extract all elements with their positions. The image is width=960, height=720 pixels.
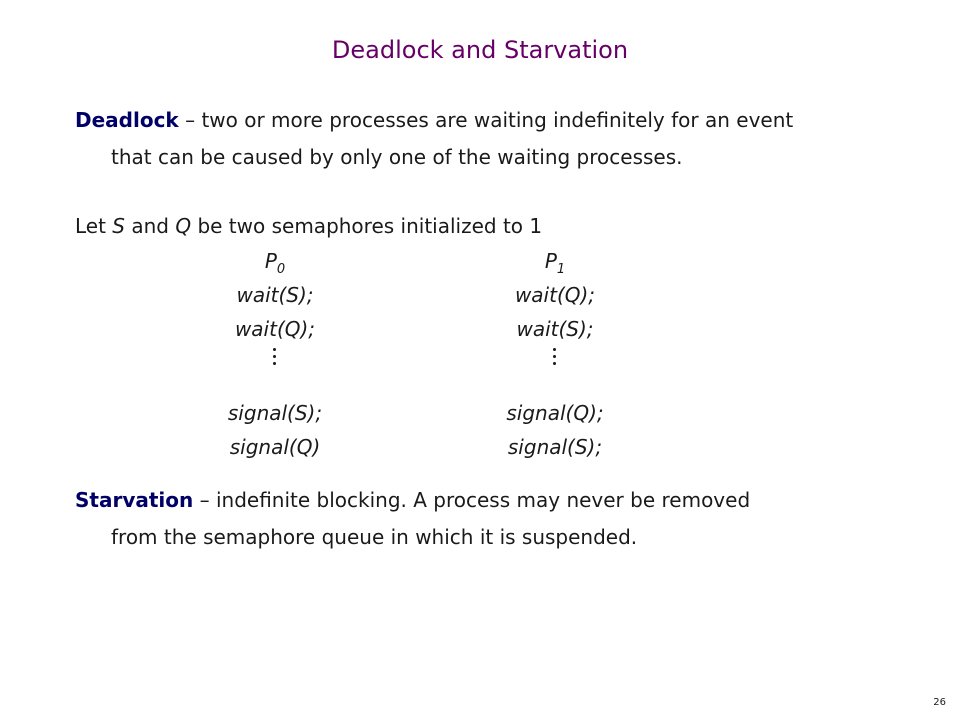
semaphore-s: S: [112, 214, 125, 238]
deadlock-term: Deadlock: [75, 108, 179, 132]
process-p1-subscript: 1: [556, 262, 566, 277]
p0-code-line: signal(Q): [229, 435, 321, 459]
let-prefix: Let: [75, 214, 113, 238]
p1-ellipsis: [445, 346, 665, 396]
process-p0-subscript: 0: [276, 262, 286, 277]
deadlock-text-1: – two or more processes are waiting indefinitely for an event: [178, 108, 794, 132]
p1-code-line: signal(S);: [507, 435, 603, 459]
p0-ellipsis: [165, 346, 385, 396]
p1-code-line: wait(S);: [516, 317, 594, 341]
starvation-line-1: [75, 482, 935, 519]
starvation-term: Starvation: [75, 488, 194, 512]
process-p0-header: [165, 244, 385, 278]
p1-code-line: wait(Q);: [514, 283, 596, 307]
process-p1-header: [445, 244, 665, 278]
deadlock-line-1: [75, 102, 935, 139]
slide-title: Deadlock and Starvation: [331, 36, 629, 64]
process-p0-name: P: [264, 249, 277, 273]
starvation-line-2: from the semaphore queue in which it is suspended.: [111, 525, 638, 549]
let-mid: and: [125, 214, 176, 238]
process-p1-code: [445, 244, 665, 464]
process-p0-code: [165, 244, 385, 464]
process-p1-name: P: [544, 249, 557, 273]
starvation-text-1: – indefinite blocking. A process may never be removed: [193, 488, 751, 512]
deadlock-definition: [75, 102, 935, 176]
p0-code-line: wait(Q);: [234, 317, 316, 341]
let-suffix: be two semaphores initialized to 1: [191, 214, 543, 238]
p0-code-line: wait(S);: [236, 283, 314, 307]
vertical-ellipsis-icon: [553, 348, 557, 369]
page-number: 26: [933, 697, 946, 708]
deadlock-line-2: that can be caused by only one of the waiting processes.: [111, 145, 683, 169]
starvation-definition: [75, 482, 935, 556]
p1-code-line: signal(Q);: [506, 401, 604, 425]
p0-code-line: signal(S);: [227, 401, 323, 425]
semaphore-q: Q: [175, 214, 192, 238]
semaphore-intro-line: [75, 208, 935, 245]
vertical-ellipsis-icon: [273, 348, 277, 369]
semaphore-intro: [75, 208, 935, 245]
